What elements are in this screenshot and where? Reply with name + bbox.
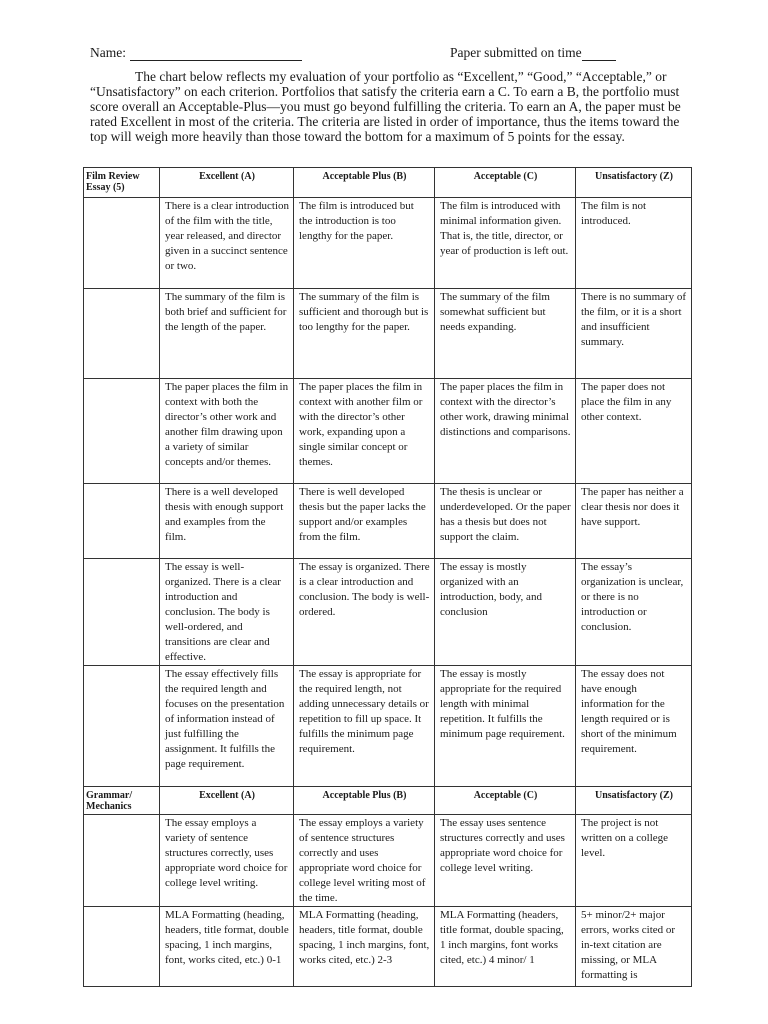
column-header-excellent: Excellent (A): [160, 168, 294, 198]
intro-paragraph: [90, 69, 690, 144]
rubric-header-row: [84, 787, 692, 815]
row-label-cell: [84, 815, 160, 907]
rubric-cell: The essay is mostly appropriate for the required length with minimal repetition. It fulfills the minimum page requirement.: [435, 666, 576, 787]
rubric-cell: The essay’s organization is unclear, or there is no introduction or conclusion.: [576, 559, 692, 666]
column-header-acceptable-plus: Acceptable Plus (B): [294, 168, 435, 198]
intro-text: The chart below reflects my evaluation of your portfolio as “Excellent,” “Good,” “Acceptable,” or “Unsatisfactory” on each criterion. Portfolios that satisfy the criteria earn a C. To earn a B, the portfolio must score overall an Acceptable-Plus—you must go beyond fulfilling the criteria. To earn an A, the paper must be rated Excellent in most of the criteria. The criteria are listed in order of importance, thus the items toward the top will weigh more heavily than those toward the bottom for a maximum of 5 points for the essay.: [90, 69, 681, 144]
row-label-cell: [84, 198, 160, 289]
name-blank-line: [130, 47, 302, 61]
rubric-cell: The essay employs a variety of sentence structures correctly, uses appropriate word choice for college level writing.: [160, 815, 294, 907]
rubric-cell: There is a well developed thesis with enough support and examples from the film.: [160, 484, 294, 559]
table-row: [84, 907, 692, 987]
rubric-cell: The paper places the film in context with both the director’s other work and another film drawing upon a variety of similar concepts and/or themes.: [160, 379, 294, 484]
rubric-cell: The summary of the film somewhat sufficient but needs expanding.: [435, 289, 576, 379]
column-header-excellent: Excellent (A): [160, 787, 294, 815]
name-field: [90, 45, 302, 61]
rubric-header-row: [84, 168, 692, 198]
submitted-blank-line: [582, 47, 616, 61]
rubric-cell: The essay uses sentence structures correctly and uses appropriate word choice for college level writing.: [435, 815, 576, 907]
rubric-cell: The essay effectively fills the required length and focuses on the presentation of information instead of just fulfilling the assignment. It fulfills the page requirement.: [160, 666, 294, 787]
rubric-cell: There is a clear introduction of the film with the title, year released, and director given in a succinct sentence or two.: [160, 198, 294, 289]
header: [90, 45, 688, 65]
rubric-cell: The paper places the film in context with another film or with the director’s other work, expanding upon a single similar concept or themes.: [294, 379, 435, 484]
table-row: [84, 198, 692, 289]
row-label-cell: [84, 289, 160, 379]
row-label-cell: [84, 379, 160, 484]
column-header-acceptable-plus: Acceptable Plus (B): [294, 787, 435, 815]
column-header-unsatisfactory: Unsatisfactory (Z): [576, 168, 692, 198]
column-header-acceptable: Acceptable (C): [435, 168, 576, 198]
rubric-cell: The essay is mostly organized with an introduction, body, and conclusion: [435, 559, 576, 666]
rubric-cell: The thesis is unclear or underdeveloped. Or the paper has a thesis but does not support the claim.: [435, 484, 576, 559]
submitted-label: Paper submitted on time: [450, 45, 582, 60]
rubric-cell: The film is introduced but the introduction is too lengthy for the paper.: [294, 198, 435, 289]
rubric-cell: MLA Formatting (headers, title format, double spacing, 1 inch margins, font works cited, etc.) 4 minor/ 1: [435, 907, 576, 987]
rubric-cell: There is no summary of the film, or it is a short and insufficient summary.: [576, 289, 692, 379]
rubric-cell: The essay employs a variety of sentence structures correctly and uses appropriate word choice for college level writing most of the time.: [294, 815, 435, 907]
section-label: Grammar/ Mechanics: [84, 787, 160, 815]
row-label-cell: [84, 907, 160, 987]
rubric-cell: The film is not introduced.: [576, 198, 692, 289]
rubric-cell: The film is introduced with minimal information given. That is, the title, director, or year of production is left out.: [435, 198, 576, 289]
table-row: [84, 666, 692, 787]
row-label-cell: [84, 666, 160, 787]
table-row: [84, 815, 692, 907]
rubric-cell: The summary of the film is both brief and sufficient for the length of the paper.: [160, 289, 294, 379]
section-label: Film Review Essay (5): [84, 168, 160, 198]
rubric-cell: The summary of the film is sufficient and thorough but is too lengthy for the paper.: [294, 289, 435, 379]
rubric-cell: There is well developed thesis but the paper lacks the support and/or examples from the film.: [294, 484, 435, 559]
rubric-table: [83, 167, 692, 987]
rubric-cell: The paper has neither a clear thesis nor does it have support.: [576, 484, 692, 559]
rubric-cell: The essay is organized. There is a clear introduction and conclusion. The body is well-ordered.: [294, 559, 435, 666]
table-row: [84, 289, 692, 379]
row-label-cell: [84, 484, 160, 559]
submitted-field: [450, 45, 616, 61]
rubric-cell: MLA Formatting (heading, headers, title format, double spacing, 1 inch margins, font, works cited, etc.) 2-3: [294, 907, 435, 987]
rubric-cell: The project is not written on a college level.: [576, 815, 692, 907]
rubric-cell: 5+ minor/2+ major errors, works cited or in-text citation are missing, or MLA formatting is: [576, 907, 692, 987]
column-header-unsatisfactory: Unsatisfactory (Z): [576, 787, 692, 815]
rubric-cell: The essay is well-organized. There is a clear introduction and conclusion. The body is well-ordered, and transitions are clear and effective.: [160, 559, 294, 666]
table-row: [84, 484, 692, 559]
rubric-cell: The paper places the film in context with the director’s other work, drawing minimal distinctions and comparisons.: [435, 379, 576, 484]
rubric-cell: The essay does not have enough information for the length required or is short of the minimum requirement.: [576, 666, 692, 787]
name-label: Name:: [90, 45, 126, 60]
rubric-cell: The essay is appropriate for the required length, not adding unnecessary details or repetition to fill up space. It fulfills the minimum page requirement.: [294, 666, 435, 787]
rubric-cell: The paper does not place the film in any other context.: [576, 379, 692, 484]
table-row: [84, 379, 692, 484]
table-row: [84, 559, 692, 666]
rubric-cell: MLA Formatting (heading, headers, title format, double spacing, 1 inch margins, font, works cited, etc.) 0-1: [160, 907, 294, 987]
row-label-cell: [84, 559, 160, 666]
column-header-acceptable: Acceptable (C): [435, 787, 576, 815]
